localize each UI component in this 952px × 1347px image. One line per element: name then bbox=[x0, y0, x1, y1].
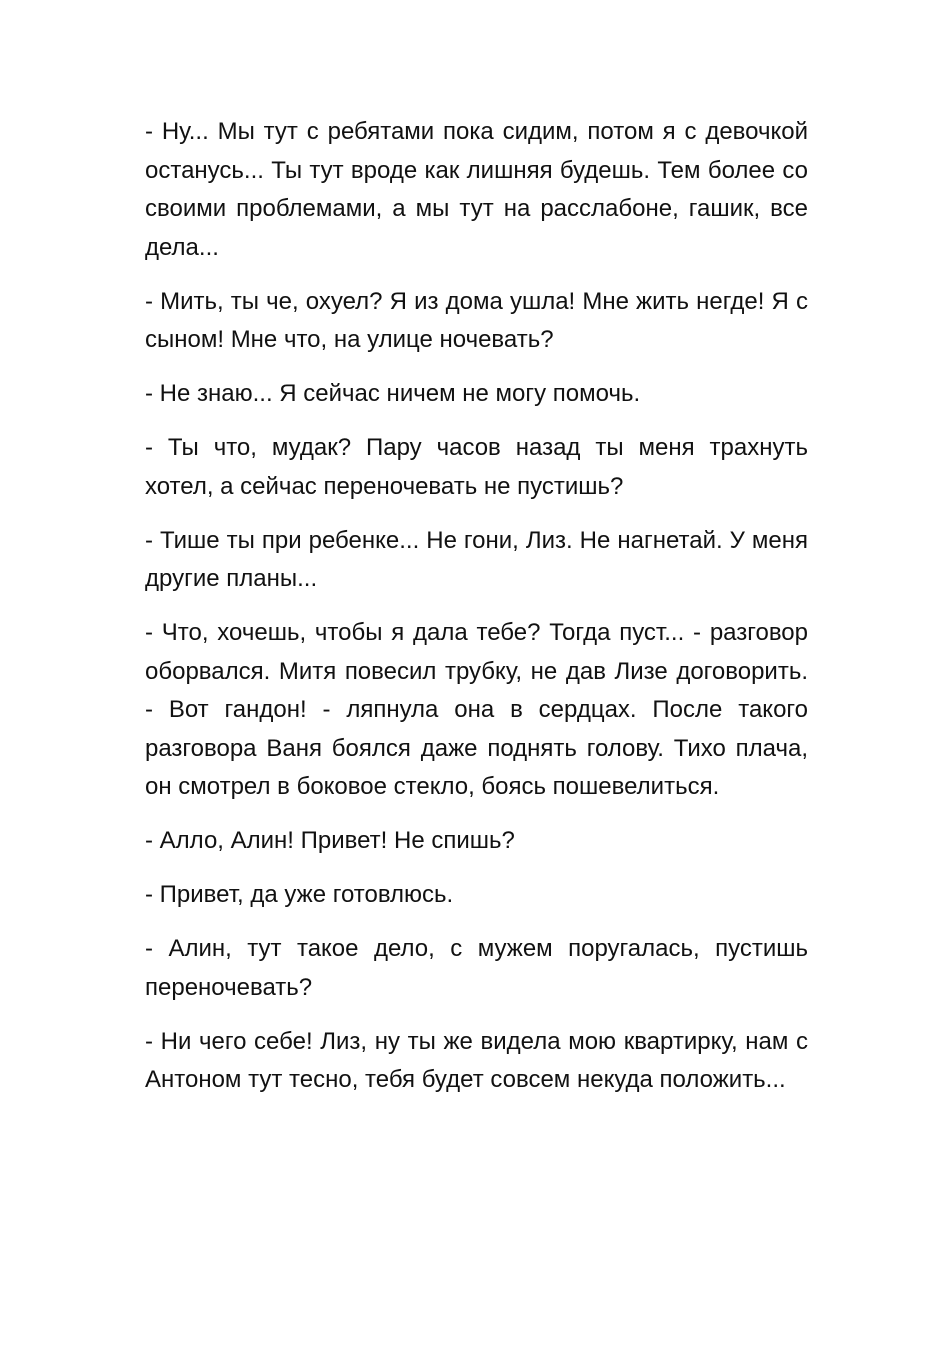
paragraph: - Ни чего себе! Лиз, ну ты же видела мою квартирку, нам с Антоном тут тесно, тебя будет совсем некуда положить... bbox=[145, 1027, 808, 1093]
paragraph: - Тише ты при ребенке... Не гони, Лиз. Не нагнетай. У меня другие планы... bbox=[145, 526, 808, 592]
paragraph: - Мить, ты че, охуел? Я из дома ушла! Мне жить негде! Я с сыном! Мне что, на улице ночевать? bbox=[145, 287, 808, 353]
paragraph: - Привет, да уже готовлюсь. bbox=[145, 881, 454, 908]
paragraph: - Ну... Мы тут с ребятами пока сидим, потом я с девочкой останусь... Ты тут вроде как лишняя будешь. Тем более со своими проблемами, а мы тут на расслабоне, гашик, все дела... bbox=[145, 118, 808, 261]
paragraph: - Ты что, мудак? Пару часов назад ты меня трахнуть хотел, а сейчас переночевать не пустишь? bbox=[145, 434, 808, 500]
paragraph: - Не знаю... Я сейчас ничем не могу помочь. bbox=[145, 380, 641, 407]
paragraph: - Алло, Алин! Привет! Не спишь? bbox=[145, 827, 515, 854]
paragraph: - Что, хочешь, чтобы я дала тебе? Тогда пуст... - разговор оборвался. Митя повесил трубку, не дав Лизе договорить. - Вот гандон! - ляпнула она в сердцах. После такого разговора Ваня боялся даже поднять голову. Тихо плача, он смотрел в боковое стекло, боясь пошевелиться. bbox=[145, 619, 808, 800]
paragraph: - Алин, тут такое дело, с мужем поругалась, пустишь переночевать? bbox=[145, 935, 808, 1001]
document-page bbox=[145, 113, 808, 1115]
